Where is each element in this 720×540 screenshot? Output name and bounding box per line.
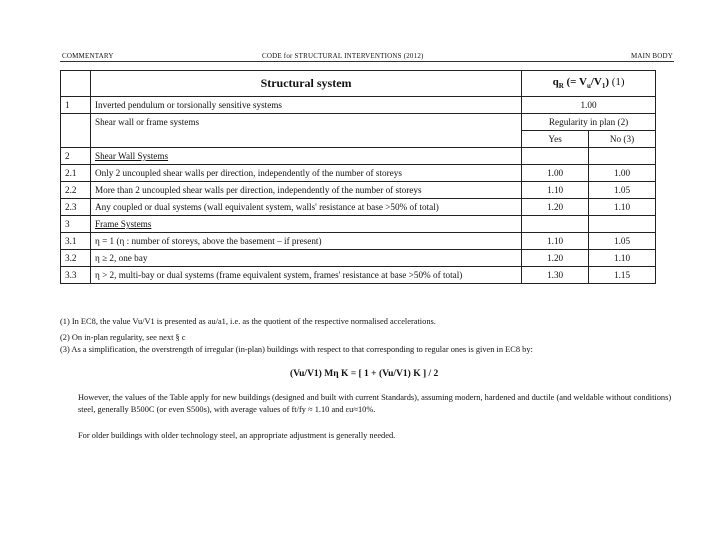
blank-cell [589, 216, 656, 233]
row-text: Shear wall or frame systems [90, 114, 521, 148]
structural-system-table [60, 70, 656, 284]
row-yes-value: 1.00 [522, 165, 589, 182]
table-row [61, 97, 656, 114]
row-yes-value: 1.10 [522, 182, 589, 199]
footnotes [60, 316, 670, 356]
header-rule [60, 61, 674, 62]
row-text: Inverted pendulum or torsionally sensitive systems [90, 97, 521, 114]
table-row [61, 199, 656, 216]
row-yes-value: 1.30 [522, 267, 589, 284]
table-header-row [61, 71, 656, 97]
table-row [61, 233, 656, 250]
table-row [61, 216, 656, 233]
row-text: Any coupled or dual systems (wall equivalent system, walls' resistance at base >50% of total) [90, 199, 521, 216]
q-factor-header: $q_R$ (= $V_u/V_1$) (1) [522, 71, 656, 97]
header-blank-cell [61, 71, 91, 97]
section-title: Frame Systems [90, 216, 521, 233]
section-number: 2 [61, 148, 91, 165]
row-text: Only 2 uncoupled shear walls per direction, independently of the number of storeys [90, 165, 521, 182]
row-no-value: 1.05 [589, 182, 656, 199]
blank-cell [522, 148, 589, 165]
header-right: MAIN BODY [630, 52, 673, 60]
blank-cell [522, 216, 589, 233]
row-number: 3.3 [61, 267, 91, 284]
table-row [61, 182, 656, 199]
section-title: Shear Wall Systems [90, 148, 521, 165]
row-number: 2.1 [61, 165, 91, 182]
header-left: COMMENTARY [62, 52, 114, 60]
footnote-3: (3) As a simplification, the overstrength of irregular (in-plan) buildings with respect to that corresponding to regular ones is given in EC8 by: [60, 345, 533, 354]
row-text: η > 2, multi-bay or dual systems (frame equivalent system, frames' resistance at base >50% of total) [90, 267, 521, 284]
row-number: 3.1 [61, 233, 91, 250]
yes-header: Yes [522, 131, 589, 148]
row-no-value: 1.10 [589, 250, 656, 267]
table-row [61, 114, 656, 131]
row-no-value: 1.15 [589, 267, 656, 284]
row-value: 1.00 [522, 97, 656, 114]
header-center: CODE for STRUCTURAL INTERVENTIONS (2012) [262, 52, 424, 60]
row-yes-value: 1.10 [522, 233, 589, 250]
row-yes-value: 1.20 [522, 250, 589, 267]
blank-cell [589, 148, 656, 165]
section-number: 3 [61, 216, 91, 233]
row-no-value: 1.10 [589, 199, 656, 216]
no-header: No (3) [589, 131, 656, 148]
row-number: 3.2 [61, 250, 91, 267]
table-row [61, 165, 656, 182]
paragraph-old-buildings [78, 430, 674, 442]
row-no-value: 1.05 [589, 233, 656, 250]
row-text: More than 2 uncoupled shear walls per direction, independently of the number of storeys [90, 182, 521, 199]
regularity-header: Regularity in plan (2) [522, 114, 656, 131]
table-row [61, 148, 656, 165]
row-text: η = 1 (η : number of storeys, above the basement – if present) [90, 233, 521, 250]
row-no-value: 1.00 [589, 165, 656, 182]
paragraph-text: However, the values of the Table apply for new buildings (designed and built with current Standards), assuming modern, hardened and ductile (and weldable without conditions) steel, generally B500C (or even S500s), with average values of ft/fy ≈ 1.10 and εu≈10%. [78, 393, 672, 414]
row-number: 2.2 [61, 182, 91, 199]
row-yes-value: 1.20 [522, 199, 589, 216]
table-row [61, 267, 656, 284]
row-number: 1 [61, 97, 91, 114]
row-number-blank [61, 114, 91, 148]
table-row [61, 250, 656, 267]
paragraph-text: For older buildings with older technology steel, an appropriate adjustment is generally needed. [78, 431, 396, 440]
footnote-1: (1) In EC8, the value Vu/V1 is presented as au/a1, i.e. as the quotient of the respective normalised accelerations. [60, 317, 436, 326]
paragraph-new-buildings [78, 392, 674, 416]
footnote-2: (2) On in-plan regularity, see next § c [60, 333, 186, 342]
structural-system-header: Structural system [90, 71, 521, 97]
row-number: 2.3 [61, 199, 91, 216]
overstrength-formula: (Vu/V1) Mη K = [ 1 + (Vu/V1) K ] / 2 [290, 369, 439, 379]
row-text: η ≥ 2, one bay [90, 250, 521, 267]
